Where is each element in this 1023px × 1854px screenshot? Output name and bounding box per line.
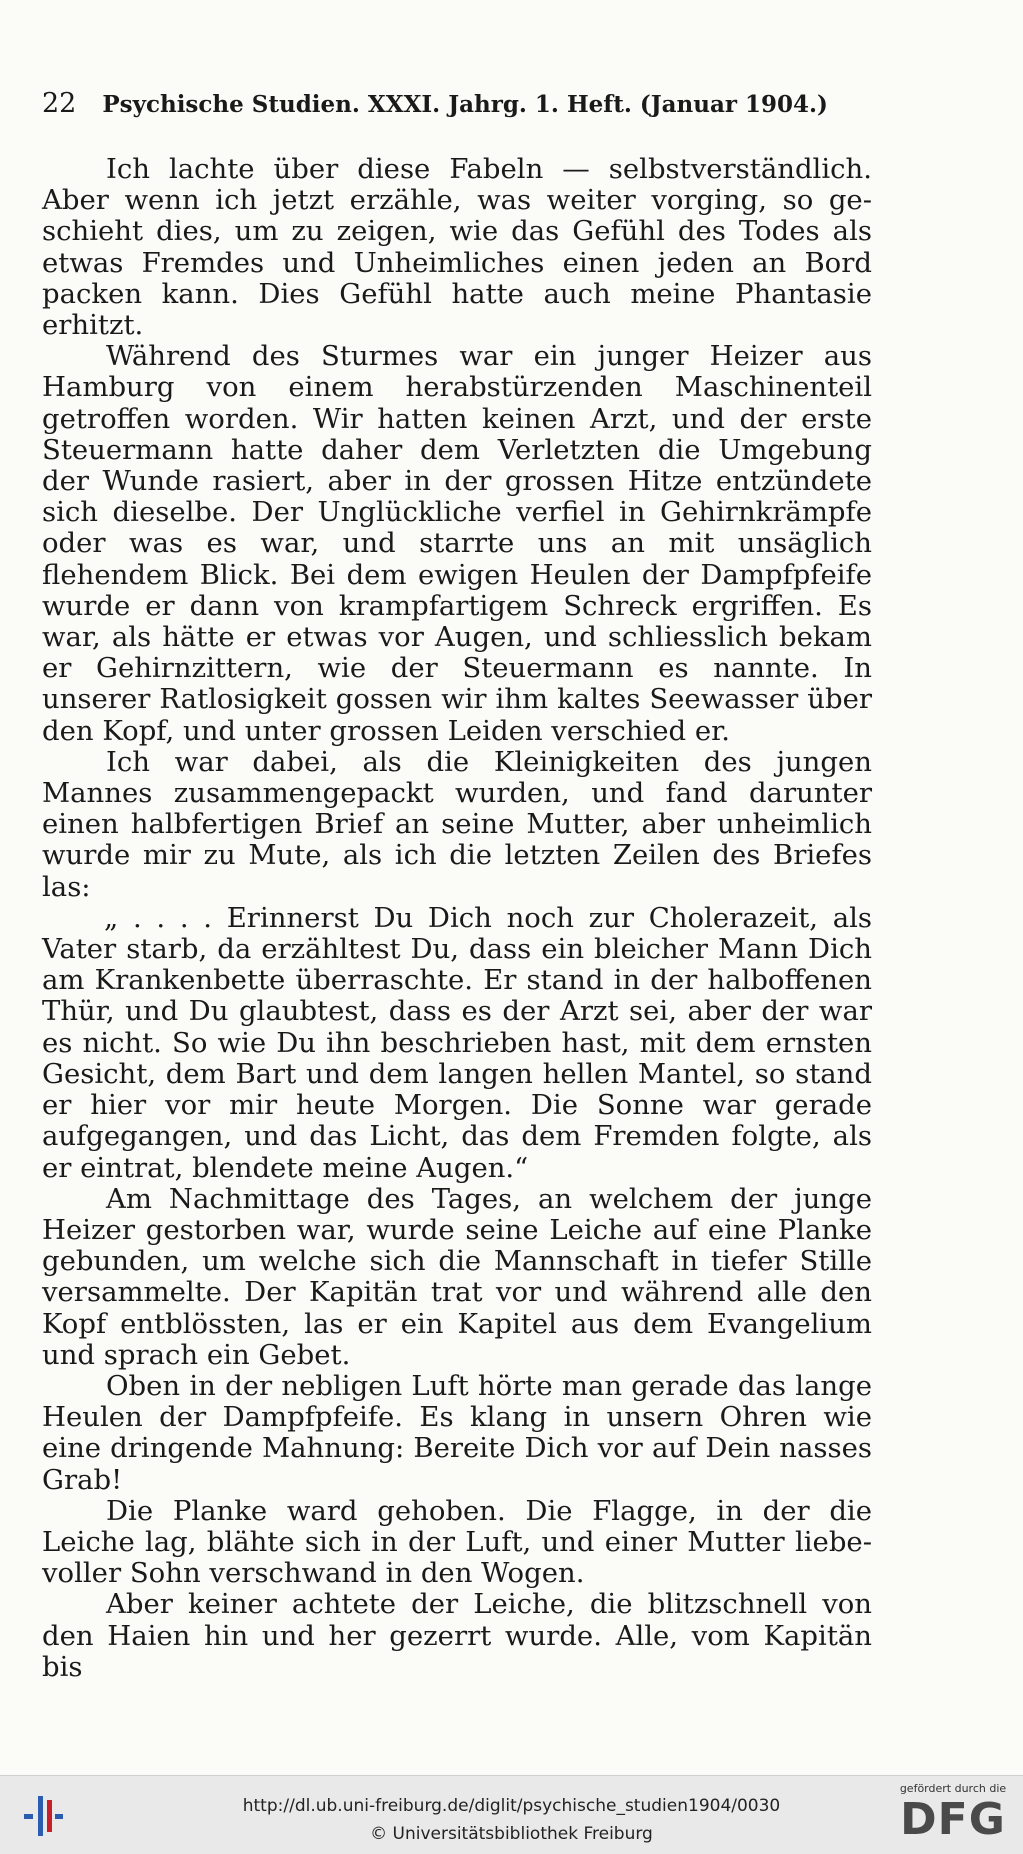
body-text [42,154,872,1683]
dfg-promo-text: gefördert durch die [899,1782,1007,1795]
paragraph: Während des Sturmes war ein junger Heizer aus Hamburg von einem herabstürzenden Maschinenteil getroffen worden. Wir hatten keinen Arzt, und der erste Steuermann hatte daher dem Verletzten die Umgebung der Wunde rasiert, aber in der grossen Hitze entzündete sich dieselbe. Der Unglückliche verfiel in Gehirnkrämpfe oder was es war, und starrte uns an mit unsäglich flehendem Blick. Bei dem ewigen Heulen der Dampfpfeife wurde er dann von krampfartigem Schreck ergriffen. Es war, als hätte er etwas vor Augen, und schliesslich bekam er Gehirnzittern, wie der Steuermann es nannte. In unserer Ratlosigkeit gossen wir ihm kaltes Seewasser über den Kopf, und unter grossen Leiden verschied er. [42,340,872,747]
source-url-link[interactable]: http://dl.ub.uni-freiburg.de/diglit/psychische_studien1904/0030 [242,1796,781,1816]
paragraph: Ich lachte über diese Fabeln — selbstverständlich. Aber wenn ich jetzt erzähle, was weiter vorging, so geschieht dies, um zu zeigen, wie das Gefühl des Todes als etwas Fremdes und Unheimliches einen jeden an Bord packen kann. Dies Gefühl hatte auch meine Phantasie erhitzt. [42,153,872,342]
dfg-logo [895,1782,1011,1850]
digitization-footer [0,1775,1023,1854]
paragraph: Die Planke ward gehoben. Die Flagge, in der die Leiche lag, blähte sich in der Luft, und einer Mutter liebevoller Sohn verschwand in den Wogen. [42,1494,872,1590]
page-header [42,88,882,126]
paragraph: Ich war dabei, als die Kleinigkeiten des jungen Mannes zusammengepackt wurden, und fand darunter einen halbfertigen Brief an seine Mutter, aber unheimlich wurde mir zu Mute, als ich die letzten Zeilen des Briefes las: [42,745,872,903]
dfg-wordmark: DFG [900,1794,1006,1845]
paragraph: Oben in der nebligen Luft hörte man gerade das lange Heulen der Dampfpfeife. Es klang in unsern Ohren wie eine dringende Mahnung: Bereite Dich vor auf Dein nasses Grab! [42,1369,872,1496]
paragraph: Aber keiner achtete der Leiche, die blitzschnell von den Haien hin und her gezerrt wurde. Alle, vom Kapitän bis [42,1588,872,1683]
page-number: 22 [42,88,77,119]
copyright-notice: © Universitätsbibliothek Freiburg [370,1824,653,1844]
paragraph: Am Nachmittage des Tages, an welchem der junge Heizer gestorben war, wurde seine Leiche auf eine Planke gebunden, um welche sich die Mannschaft in tiefer Stille versammelte. Der Kapitän trat vor und während alle den Kopf entblössten, las er ein Kapitel aus dem Evangelium und sprach ein Gebet. [42,1182,872,1371]
quoted-letter-paragraph: „ . . . . Erinnerst Du Dich noch zur Cholerazeit, als Vater starb, da erzähltest Du, dass ein bleicher Mann Dich am Krankenbette überraschte. Er stand in der halboffenen Thür, und Du glaubtest, dass es der Arzt sei, aber der war es nicht. So wie Du ihn beschrieben hast, mit dem ernsten Gesicht, dem Bart und dem langen hellen Mantel, so stand er hier vor mir heute Morgen. Die Sonne war gerade aufgegangen, und das Licht, das dem Fremden folgte, als er eintrat, blendete meine Augen.“ [42,901,872,1184]
running-title: Psychische Studien. XXXI. Jahrg. 1. Heft. (Januar 1904.) [102,91,828,118]
